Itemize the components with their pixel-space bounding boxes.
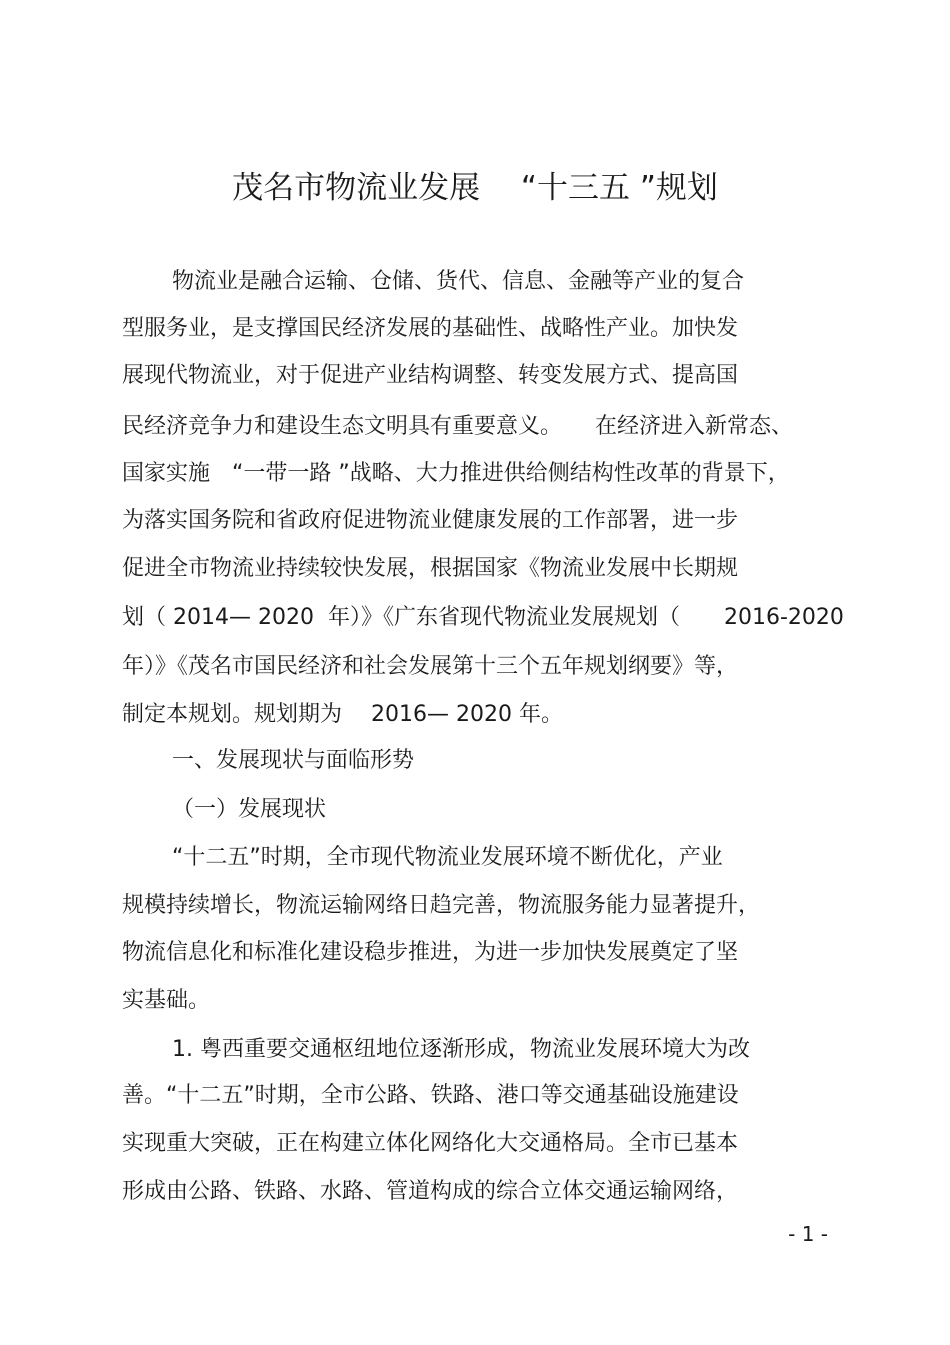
paragraph-line: 制定本规划。规划期为 2016— 2020 年。 <box>122 702 563 727</box>
paragraph-line: “十二五”时期，全市现代物流业发展环境不断优化，产业 <box>172 845 723 870</box>
page-number: - 1 - <box>788 1222 828 1246</box>
paragraph-line: 物流业是融合运输、仓储、货代、信息、金融等产业的复合 <box>172 269 745 294</box>
document-title: 茂名市物流业发展 “十三五 ”规划 <box>232 170 718 206</box>
paragraph-line: 年）》《茂名市国民经济和社会发展第十三个五年规划纲要》等， <box>122 654 739 679</box>
paragraph-line: 型服务业，是支撑国民经济发展的基础性、战略性产业。加快发 <box>122 316 739 341</box>
paragraph-line: 国家实施 “一带一路 ”战略、大力推进供给侧结构性改革的背景下， <box>122 461 790 486</box>
paragraph-line: 划（ 2014— 2020 年）》《广东省现代物流业发展规划（ 2016-2020 <box>122 605 844 630</box>
paragraph-line: 为落实国务院和省政府促进物流业健康发展的工作部署，进一步 <box>122 508 739 533</box>
paragraph-line: 规模持续增长，物流运输网络日趋完善，物流服务能力显著提升， <box>122 893 761 918</box>
paragraph-line: 形成由公路、铁路、水路、管道构成的综合立体交通运输网络， <box>122 1179 739 1204</box>
paragraph-line: 民经济竞争力和建设生态文明具有重要意义。 在经济进入新常态、 <box>122 414 794 439</box>
subsection-heading: （一）发展现状 <box>172 797 327 822</box>
paragraph-line: 善。“十二五”时期，全市公路、铁路、港口等交通基础设施建设 <box>122 1083 739 1108</box>
paragraph-line: 1. 粤西重要交通枢纽地位逐渐形成，物流业发展环境大为改 <box>172 1037 750 1062</box>
paragraph-line: 实现重大突破，正在构建立体化网络化大交通格局。全市已基本 <box>122 1131 739 1156</box>
paragraph-line: 促进全市物流业持续较快发展，根据国家《物流业发展中长期规 <box>122 556 739 581</box>
section-heading: 一、发展现状与面临形势 <box>172 748 415 773</box>
paragraph-line: 实基础。 <box>122 988 211 1013</box>
paragraph-line: 物流信息化和标准化建设稳步推进，为进一步加快发展奠定了坚 <box>122 940 739 965</box>
paragraph-line: 展现代物流业，对于促进产业结构调整、转变发展方式、提高国 <box>122 363 739 388</box>
